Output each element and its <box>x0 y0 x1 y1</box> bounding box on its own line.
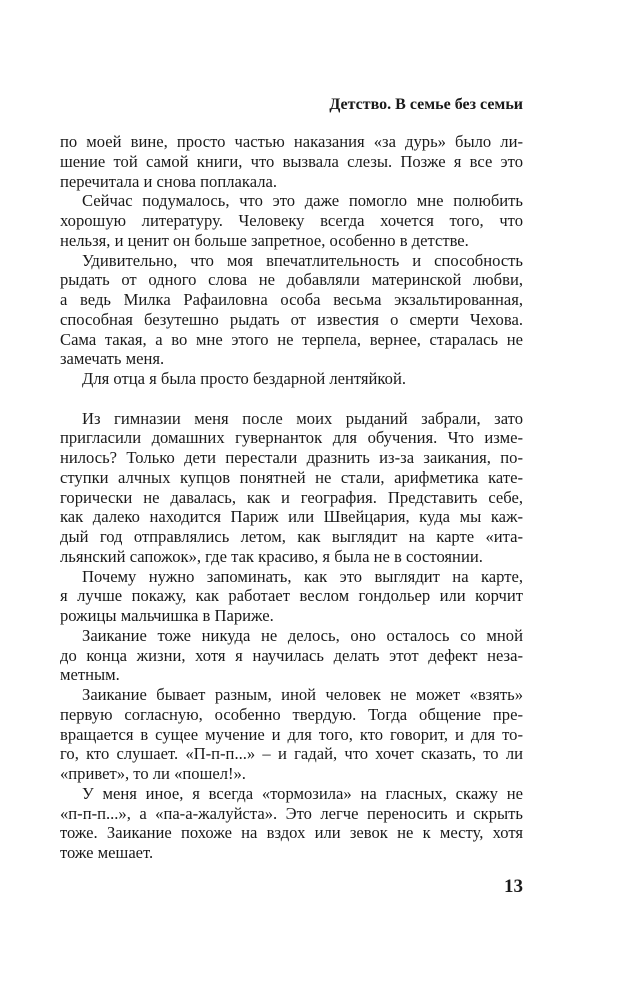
text-line: нельзя, и ценит он больше запретное, особенно в детстве. <box>60 230 469 250</box>
text-line: ступки алчных купцов понятней не стали, арифметика кате- <box>60 467 523 487</box>
text-line: перечитала и снова поплакала. <box>60 171 277 191</box>
text-line: Почему нужно запоминать, как это выглядит на карте, <box>82 566 523 586</box>
text-line: рожицы мальчишка в Париже. <box>60 606 274 625</box>
text-line: У меня иное, я всегда «тормозила» на гласных, скажу не <box>82 783 523 803</box>
text-line: Сама такая, а во мне этого не терпела, вернее, старалась не <box>60 329 523 349</box>
text-line: льянский сапожок», где так красиво, я была не в состоянии. <box>60 546 483 566</box>
paragraph <box>60 409 523 567</box>
text-line: го, кто слушает. «П-п-п...» – и гадай, что хочет сказать, то ли <box>60 744 523 764</box>
paragraph <box>60 251 523 370</box>
text-line: Заикание тоже никуда не делось, оно осталось со мной <box>82 625 523 645</box>
text-line: метным. <box>60 665 120 685</box>
text-line: по моей вине, просто частью наказания «за дурь» было ли- <box>60 132 523 151</box>
text-line: Удивительно, что моя впечатлительность и способность <box>82 250 523 270</box>
text-line: шение той самой книги, что вызвала слезы. Позже я все это <box>60 151 523 171</box>
text-line: Для отца я была просто бездарной лентяйкой. <box>82 369 406 388</box>
text-line: нилось? Только дети перестали дразнить из-за заикания, по- <box>60 448 523 467</box>
text-line: замечать меня. <box>60 349 165 369</box>
running-header: Детство. В семье без семьи <box>329 96 523 113</box>
text-line: как далеко находится Париж или Швейцария, куда мы каж- <box>60 507 523 527</box>
text-line: горически не давалась, как и география. Представить себе, <box>60 487 523 507</box>
paragraph <box>60 369 523 389</box>
text-line: дый год отправлялись летом, как выглядит на карте «ита- <box>60 527 523 546</box>
text-line: тоже мешает. <box>60 843 154 862</box>
text-line: Из гимназии меня после моих рыданий забрали, зато <box>82 408 523 428</box>
paragraph <box>60 191 523 250</box>
text-line: пригласили домашних гувернанток для обучения. Что изме- <box>60 428 523 448</box>
text-line: тоже. Заикание похоже на вздох или зевок не к месту, хотя <box>60 823 523 843</box>
text-line: до конца жизни, хотя я научилась делать этот дефект неза- <box>60 645 523 665</box>
text-line: а ведь Милка Рафаиловна особа весьма экзальтированная, <box>60 290 523 309</box>
paragraph <box>60 132 523 191</box>
body-text <box>60 132 523 863</box>
text-line: Сейчас подумалось, что это даже помогло мне полюбить <box>82 191 523 211</box>
page-number: 13 <box>504 876 523 897</box>
text-line: первую согласную, особенно твердую. Тогда общение пре- <box>60 704 523 724</box>
paragraph <box>60 784 523 863</box>
text-line: я лучше покажу, как работает веслом гондольер или корчит <box>60 586 523 606</box>
text-line: вращается в сущее мучение и для того, кто говорит, и для то- <box>60 724 523 744</box>
paragraph <box>60 626 523 685</box>
text-line: хорошую литературу. Человеку всегда хочется того, что <box>60 211 523 230</box>
section-break <box>60 389 523 409</box>
text-line: Заикание бывает разным, иной человек не может «взять» <box>82 685 523 704</box>
text-line: рыдать от одного слова не добавляли материнской любви, <box>60 270 523 290</box>
text-line: «привет», то ли «пошел!». <box>60 764 246 783</box>
text-line: «п-п-п...», а «па-а-жалуйста». Это легче переносить и скрыть <box>60 803 523 823</box>
text-line: способная безутешно рыдать от известия о смерти Чехова. <box>60 309 523 329</box>
paragraph <box>60 685 523 784</box>
paragraph <box>60 567 523 626</box>
